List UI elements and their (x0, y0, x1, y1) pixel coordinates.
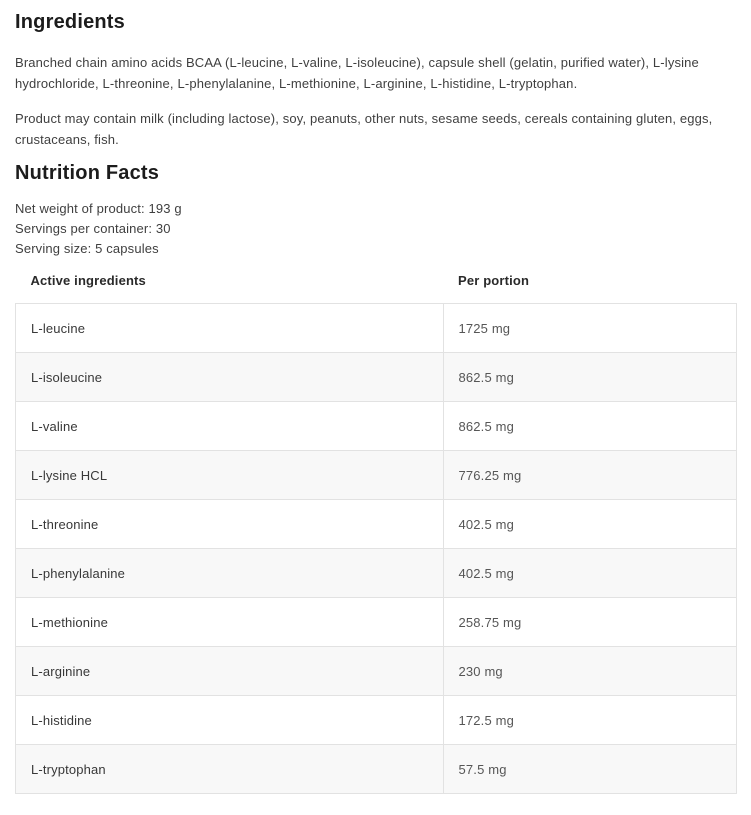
ingredient-amount-cell: 258.75 mg (443, 598, 736, 647)
ingredient-amount-cell: 57.5 mg (443, 745, 736, 794)
ingredient-amount-cell: 862.5 mg (443, 353, 736, 402)
table-row (16, 304, 737, 353)
ingredients-title: Ingredients (15, 11, 125, 33)
ingredients-description: Branched chain amino acids BCAA (L-leucine, L-valine, L-isoleucine), capsule shell (gelatin, purified water), L-lysine hydrochloride, L-threonine, L-phenylalanine, L-methionine, L-arginine, L-histidine, L-tryptophan. (15, 55, 699, 91)
table-row (16, 451, 737, 500)
allergen-notice: Product may contain milk (including lactose), soy, peanuts, other nuts, sesame seeds, cereals containing gluten, eggs, crustaceans, fish. (15, 111, 713, 147)
active-ingredients-table (15, 273, 737, 794)
column-header-active-ingredients: Active ingredients (16, 273, 444, 304)
serving-size: Serving size: 5 capsules (15, 241, 159, 256)
column-header-per-portion: Per portion (443, 273, 736, 304)
table-row (16, 402, 737, 451)
table-header-row (16, 273, 737, 304)
product-details-section (15, 9, 737, 794)
ingredient-name-cell: L-isoleucine (16, 353, 444, 402)
ingredient-name-cell: L-lysine HCL (16, 451, 444, 500)
ingredient-amount-cell: 1725 mg (443, 304, 736, 353)
ingredient-amount-cell: 230 mg (443, 647, 736, 696)
ingredient-name-cell: L-tryptophan (16, 745, 444, 794)
table-row (16, 745, 737, 794)
table-body (16, 304, 737, 794)
table-row (16, 696, 737, 745)
nutrition-facts-section (15, 160, 737, 794)
ingredient-name-cell: L-arginine (16, 647, 444, 696)
ingredients-section (15, 9, 737, 150)
nutrition-facts-title: Nutrition Facts (15, 162, 160, 184)
ingredient-name-cell: L-histidine (16, 696, 444, 745)
ingredient-amount-cell: 402.5 mg (443, 500, 736, 549)
table-row (16, 647, 737, 696)
ingredient-amount-cell: 862.5 mg (443, 402, 736, 451)
table-row (16, 598, 737, 647)
ingredient-name-cell: L-leucine (16, 304, 444, 353)
serving-info (15, 199, 737, 259)
ingredient-name-cell: L-methionine (16, 598, 444, 647)
net-weight: Net weight of product: 193 g (15, 201, 182, 216)
ingredient-name-cell: L-valine (16, 402, 444, 451)
ingredient-name-cell: L-phenylalanine (16, 549, 444, 598)
table-row (16, 549, 737, 598)
servings-per-container: Servings per container: 30 (15, 221, 171, 236)
table-row (16, 353, 737, 402)
ingredient-amount-cell: 776.25 mg (443, 451, 736, 500)
ingredient-amount-cell: 172.5 mg (443, 696, 736, 745)
table-row (16, 500, 737, 549)
ingredient-name-cell: L-threonine (16, 500, 444, 549)
ingredient-amount-cell: 402.5 mg (443, 549, 736, 598)
